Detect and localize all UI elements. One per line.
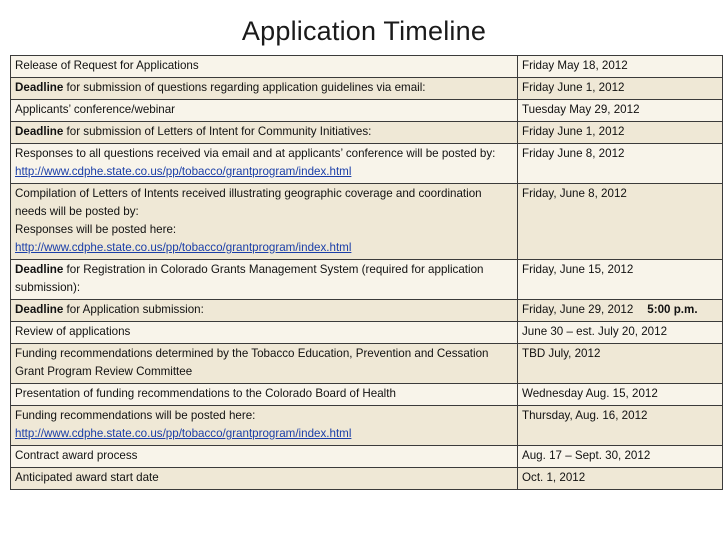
task-cell <box>11 446 518 468</box>
table-row <box>11 144 723 184</box>
date-cell <box>518 260 723 300</box>
date-text: Friday, June 29, 2012 <box>522 303 634 316</box>
table-row <box>11 406 723 446</box>
timeline-body <box>11 56 723 490</box>
task-text: for submission of Letters of Intent for Community Initiatives: <box>63 125 372 138</box>
date-cell <box>518 100 723 122</box>
table-row <box>11 56 723 78</box>
date-text: Tuesday May 29, 2012 <box>522 103 640 116</box>
date-text: TBD July, 2012 <box>522 347 601 360</box>
task-text: for Registration in Colorado Grants Management System (required for application submission): <box>15 263 484 294</box>
task-cell <box>11 406 518 446</box>
date-text: Friday June 1, 2012 <box>522 81 625 94</box>
task-text: Applicants’ conference/webinar <box>15 103 176 116</box>
date-cell <box>518 184 723 260</box>
task-cell <box>11 100 518 122</box>
task-text: Release of Request for Applications <box>15 59 199 72</box>
table-row <box>11 100 723 122</box>
task-text: Review of applications <box>15 325 131 338</box>
task-text: Funding recommendations will be posted here: <box>15 409 256 422</box>
date-cell <box>518 300 723 322</box>
date-cell <box>518 446 723 468</box>
date-cell <box>518 144 723 184</box>
task-text: Funding recommendations determined by the Tobacco Education, Prevention and Cessation Grant Program Review Committee <box>15 347 489 378</box>
task-text: for Application submission: <box>63 303 204 316</box>
task-cell <box>11 300 518 322</box>
task-text: Anticipated award start date <box>15 471 159 484</box>
deadline-label: Deadline <box>15 81 64 94</box>
table-row <box>11 184 723 260</box>
table-row <box>11 122 723 144</box>
date-text: Aug. 17 – Sept. 30, 2012 <box>522 449 651 462</box>
task-cell <box>11 78 518 100</box>
task-cell <box>11 144 518 184</box>
date-cell <box>518 122 723 144</box>
task-text: Presentation of funding recommendations to the Colorado Board of Health <box>15 387 396 400</box>
task-text: for submission of questions regarding application guidelines via email: <box>63 81 426 94</box>
date-text: Friday, June 15, 2012 <box>522 263 634 276</box>
table-row <box>11 322 723 344</box>
table-row <box>11 344 723 384</box>
table-row <box>11 260 723 300</box>
deadline-label: Deadline <box>15 303 64 316</box>
date-cell <box>518 56 723 78</box>
time-text: 5:00 p.m. <box>647 303 698 316</box>
date-text: Oct. 1, 2012 <box>522 471 586 484</box>
task-cell <box>11 344 518 384</box>
task-text: Contract award process <box>15 449 138 462</box>
task-cell <box>11 322 518 344</box>
task-cell <box>11 468 518 490</box>
date-text: Friday May 18, 2012 <box>522 59 628 72</box>
task-cell <box>11 122 518 144</box>
grant-program-link[interactable]: http://www.cdphe.state.co.us/pp/tobacco/grantprogram/index.html <box>15 427 352 440</box>
date-cell <box>518 468 723 490</box>
deadline-label: Deadline <box>15 263 64 276</box>
task-text: Compilation of Letters of Intents received illustrating geographic coverage and coordination needs will be posted by: <box>15 187 482 218</box>
date-text: Wednesday Aug. 15, 2012 <box>522 387 658 400</box>
task-cell <box>11 56 518 78</box>
table-row <box>11 300 723 322</box>
date-text: Thursday, Aug. 16, 2012 <box>522 409 648 422</box>
table-row <box>11 78 723 100</box>
table-row <box>11 446 723 468</box>
table-row <box>11 468 723 490</box>
date-text: Friday June 8, 2012 <box>522 147 625 160</box>
date-cell <box>518 406 723 446</box>
task-cell <box>11 260 518 300</box>
grant-program-link[interactable]: http://www.cdphe.state.co.us/pp/tobacco/grantprogram/index.html <box>15 241 352 254</box>
date-cell <box>518 322 723 344</box>
date-text: Friday, June 8, 2012 <box>522 187 627 200</box>
deadline-label: Deadline <box>15 125 64 138</box>
page-title: Application Timeline <box>241 16 487 46</box>
date-cell <box>518 344 723 384</box>
table-row <box>11 384 723 406</box>
task-cell <box>11 384 518 406</box>
date-text: Friday June 1, 2012 <box>522 125 625 138</box>
timeline-table <box>10 55 723 490</box>
date-text: June 30 – est. July 20, 2012 <box>522 325 668 338</box>
grant-program-link[interactable]: http://www.cdphe.state.co.us/pp/tobacco/grantprogram/index.html <box>15 165 352 178</box>
task-cell <box>11 184 518 260</box>
date-cell <box>518 384 723 406</box>
task-text: Responses will be posted here: <box>15 223 177 236</box>
date-cell <box>518 78 723 100</box>
task-text: Responses to all questions received via email and at applicants’ conference will be posted by: <box>15 147 496 160</box>
